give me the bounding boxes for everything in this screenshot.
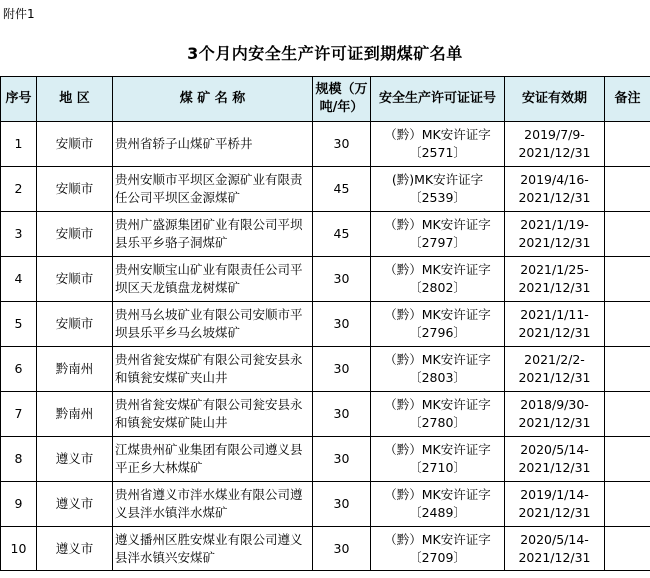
cell-scale: 30	[313, 482, 371, 527]
cell-region: 遵义市	[37, 482, 113, 527]
cell-mine-name: 贵州省瓮安煤矿有限公司瓮安县永和镇瓮安煤矿陡山井	[113, 392, 313, 437]
cell-scale: 30	[313, 347, 371, 392]
header-scale: 规模（万吨/年）	[313, 77, 371, 122]
cell-mine-name: 江煤贵州矿业集团有限公司遵义县平正乡大林煤矿	[113, 437, 313, 482]
table-row	[1, 302, 650, 347]
cell-region: 遵义市	[37, 527, 113, 571]
cell-seq: 3	[1, 212, 37, 257]
table-row	[1, 527, 650, 571]
cell-license-no: （黔）MK安许证字〔2780〕	[371, 392, 505, 437]
document-title: 3个月内安全生产许可证到期煤矿名单	[187, 44, 463, 63]
header-row	[1, 77, 650, 122]
header-seq: 序号	[1, 77, 37, 122]
cell-license-no: （黔）MK安许证字〔2489〕	[371, 482, 505, 527]
attachment-label: 附件1	[3, 7, 35, 21]
table-row	[1, 347, 650, 392]
cell-remark	[605, 122, 650, 167]
cell-remark	[605, 212, 650, 257]
cell-license-no: (黔)MK安许证字〔2539〕	[371, 167, 505, 212]
cell-remark	[605, 302, 650, 347]
coal-mine-table	[0, 76, 650, 571]
cell-validity: 2019/7/9-2021/12/31	[505, 122, 605, 167]
cell-remark	[605, 482, 650, 527]
cell-remark	[605, 437, 650, 482]
cell-region: 安顺市	[37, 167, 113, 212]
cell-seq: 10	[1, 527, 37, 571]
cell-validity: 2021/1/25-2021/12/31	[505, 257, 605, 302]
cell-validity: 2020/5/14-2021/12/31	[505, 437, 605, 482]
cell-seq: 4	[1, 257, 37, 302]
cell-seq: 6	[1, 347, 37, 392]
cell-region: 黔南州	[37, 392, 113, 437]
cell-scale: 45	[313, 167, 371, 212]
cell-scale: 45	[313, 212, 371, 257]
cell-scale: 30	[313, 392, 371, 437]
cell-region: 安顺市	[37, 122, 113, 167]
cell-remark	[605, 527, 650, 571]
header-license-no: 安全生产许可证证号	[371, 77, 505, 122]
table-row	[1, 122, 650, 167]
cell-seq: 5	[1, 302, 37, 347]
cell-region: 黔南州	[37, 347, 113, 392]
table-row	[1, 437, 650, 482]
cell-license-no: （黔）MK安许证字〔2709〕	[371, 527, 505, 571]
cell-seq: 9	[1, 482, 37, 527]
table-row	[1, 212, 650, 257]
cell-region: 安顺市	[37, 302, 113, 347]
table-row	[1, 257, 650, 302]
table-row	[1, 482, 650, 527]
table-row	[1, 392, 650, 437]
cell-remark	[605, 167, 650, 212]
cell-validity: 2019/1/14-2021/12/31	[505, 482, 605, 527]
header-validity: 安证有效期	[505, 77, 605, 122]
cell-validity: 2018/9/30-2021/12/31	[505, 392, 605, 437]
cell-mine-name: 贵州省遵义市泮水煤业有限公司遵义县泮水镇泮水煤矿	[113, 482, 313, 527]
cell-scale: 30	[313, 302, 371, 347]
cell-seq: 8	[1, 437, 37, 482]
cell-scale: 30	[313, 527, 371, 571]
cell-remark	[605, 257, 650, 302]
cell-mine-name: 贵州安顺宝山矿业有限责任公司平坝区天龙镇盘龙树煤矿	[113, 257, 313, 302]
cell-seq: 1	[1, 122, 37, 167]
cell-license-no: （黔）MK安许证字〔2571〕	[371, 122, 505, 167]
cell-mine-name: 贵州省瓮安煤矿有限公司瓮安县永和镇瓮安煤矿夹山井	[113, 347, 313, 392]
cell-license-no: （黔）MK安许证字〔2796〕	[371, 302, 505, 347]
cell-seq: 7	[1, 392, 37, 437]
cell-scale: 30	[313, 257, 371, 302]
cell-scale: 30	[313, 437, 371, 482]
cell-mine-name: 贵州安顺市平坝区金源矿业有限责任公司平坝区金源煤矿	[113, 167, 313, 212]
cell-validity: 2019/4/16-2021/12/31	[505, 167, 605, 212]
cell-license-no: （黔）MK安许证字〔2797〕	[371, 212, 505, 257]
cell-region: 安顺市	[37, 212, 113, 257]
cell-remark	[605, 347, 650, 392]
cell-mine-name: 贵州马幺坡矿业有限公司安顺市平坝县乐平乡马幺坡煤矿	[113, 302, 313, 347]
cell-validity: 2020/5/14-2021/12/31	[505, 527, 605, 571]
cell-remark	[605, 392, 650, 437]
cell-region: 遵义市	[37, 437, 113, 482]
cell-mine-name: 贵州省轿子山煤矿平桥井	[113, 122, 313, 167]
table-row	[1, 167, 650, 212]
cell-mine-name: 遵义播州区胜安煤业有限公司遵义县泮水镇兴安煤矿	[113, 527, 313, 571]
cell-license-no: （黔）MK安许证字〔2802〕	[371, 257, 505, 302]
cell-license-no: （黔）MK安许证字〔2710〕	[371, 437, 505, 482]
cell-seq: 2	[1, 167, 37, 212]
header-mine-name: 煤 矿 名 称	[113, 77, 313, 122]
cell-mine-name: 贵州广盛源集团矿业有限公司平坝县乐平乡骆子洞煤矿	[113, 212, 313, 257]
header-remark: 备注	[605, 77, 650, 122]
cell-validity: 2021/2/2-2021/12/31	[505, 347, 605, 392]
cell-region: 安顺市	[37, 257, 113, 302]
cell-license-no: （黔）MK安许证字〔2803〕	[371, 347, 505, 392]
header-region: 地 区	[37, 77, 113, 122]
cell-validity: 2021/1/11-2021/12/31	[505, 302, 605, 347]
cell-scale: 30	[313, 122, 371, 167]
cell-validity: 2021/1/19-2021/12/31	[505, 212, 605, 257]
